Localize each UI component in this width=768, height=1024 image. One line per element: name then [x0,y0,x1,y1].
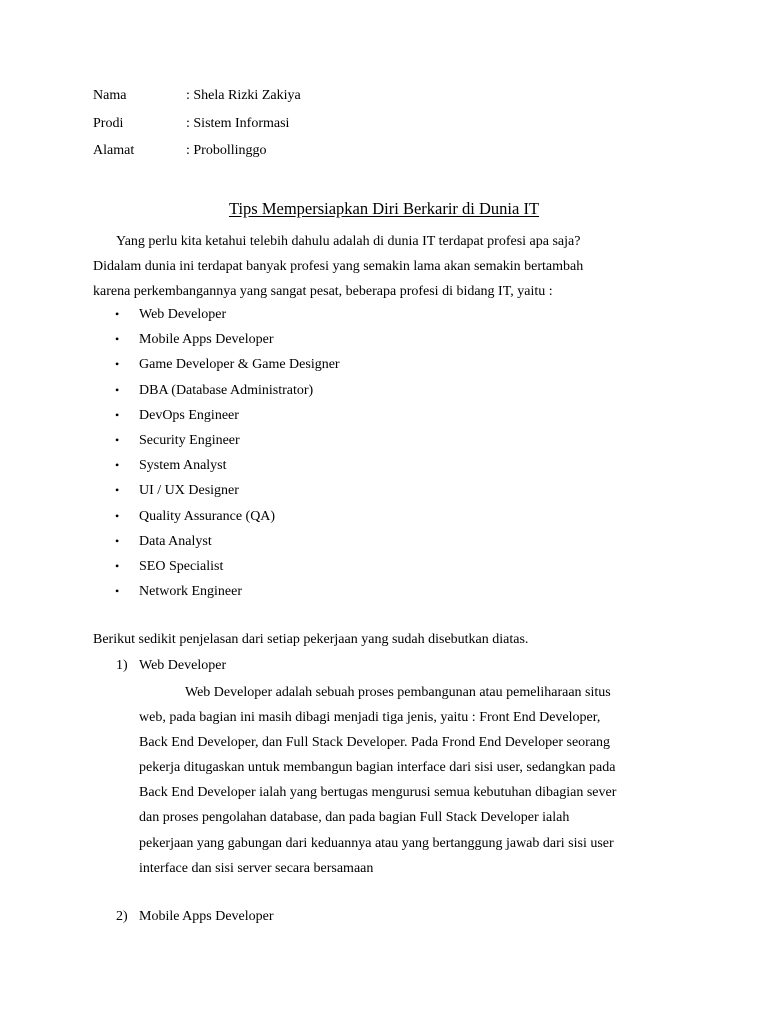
list-item [93,579,340,604]
list-item [93,453,340,478]
identity-value: : Probollinggo [186,143,267,158]
intro-paragraph [93,229,683,304]
list-item-label: Web Developer [139,307,227,322]
bullet-icon: • [115,407,120,422]
list-item [93,378,340,403]
identity-value: : Sistem Informasi [186,116,290,131]
body-line: interface dan sisi server secara bersamaan [139,860,374,876]
list-item [93,428,340,453]
document-title-text: Tips Mempersiapkan Diri Berkarir di Dunia IT [228,199,540,218]
bullet-icon: • [115,533,120,548]
list-item-label: SEO Specialist [139,558,224,574]
list-item-label: Quality Assurance (QA) [139,508,276,524]
list-item-label: DBA (Database Administrator) [139,382,314,398]
bullet-icon: • [115,332,120,347]
list-item-label: Game Developer & Game Designer [139,357,340,373]
identity-value: : Shela Rizki Zakiya [186,88,301,103]
body-line: Back End Developer ialah yang bertugas mengurusi semua kebutuhan dibagian sever [139,785,617,801]
bullet-icon: • [115,508,120,523]
bullet-icon: • [115,558,120,573]
list-item [93,554,340,579]
list-item-label: System Analyst [139,458,227,474]
list-item [93,302,340,327]
list-item [93,529,340,554]
section-title: Web Developer [139,658,227,673]
list-item-label: UI / UX Designer [139,483,239,499]
document-title [0,198,768,220]
profession-list [93,302,340,604]
intro-line: Didalam dunia ini terdapat banyak profesi yang semakin lama akan semakin bertambah [93,259,584,274]
explanation-intro: Berikut sedikit penjelasan dari setiap pekerjaan yang sudah disebutkan diatas. [93,632,529,647]
intro-line: karena perkembangannya yang sangat pesat, beberapa profesi di bidang IT, yaitu : [93,284,553,299]
bullet-icon: • [115,432,120,447]
bullet-icon: • [115,483,120,498]
identity-label: Nama [93,88,127,103]
bullet-icon: • [115,458,120,473]
body-line: pekerja ditugaskan untuk membangun bagian interface dari sisi user, sedangkan pada [139,760,616,776]
section-title: Mobile Apps Developer [139,909,274,924]
identity-label: Prodi [93,116,124,131]
body-line: pekerjaan yang gabungan dari keduannya atau yang bertanggung jawab dari sisi user [139,835,614,851]
list-item [93,478,340,503]
bullet-icon: • [115,307,120,321]
bullet-icon: • [115,382,120,397]
body-line: Back End Developer, dan Full Stack Developer. Pada Frond End Developer seorang [139,735,611,751]
list-item-label: Network Engineer [139,584,243,600]
list-item-label: Data Analyst [139,533,212,549]
list-item [93,403,340,428]
list-item [93,504,340,529]
body-line: dan proses pengolahan database, dan pada bagian Full Stack Developer ialah [139,810,570,826]
body-line: web, pada bagian ini masih dibagi menjadi tiga jenis, yaitu : Front End Developer, [139,710,601,726]
list-item-label: Mobile Apps Developer [139,332,274,348]
section-number: 2) [116,909,128,924]
identity-label: Alamat [93,143,135,158]
section-body-web-developer [139,680,684,881]
section-number: 1) [116,658,128,673]
bullet-icon: • [115,584,120,599]
bullet-icon: • [115,357,120,372]
list-item [93,327,340,352]
intro-line: Yang perlu kita ketahui telebih dahulu adalah di dunia IT terdapat profesi apa saja? [116,234,581,249]
list-item-label: DevOps Engineer [139,407,239,423]
body-line: Web Developer adalah sebuah proses pembangunan atau pemeliharaan situs [185,685,611,700]
list-item [93,352,340,377]
list-item-label: Security Engineer [139,432,240,448]
